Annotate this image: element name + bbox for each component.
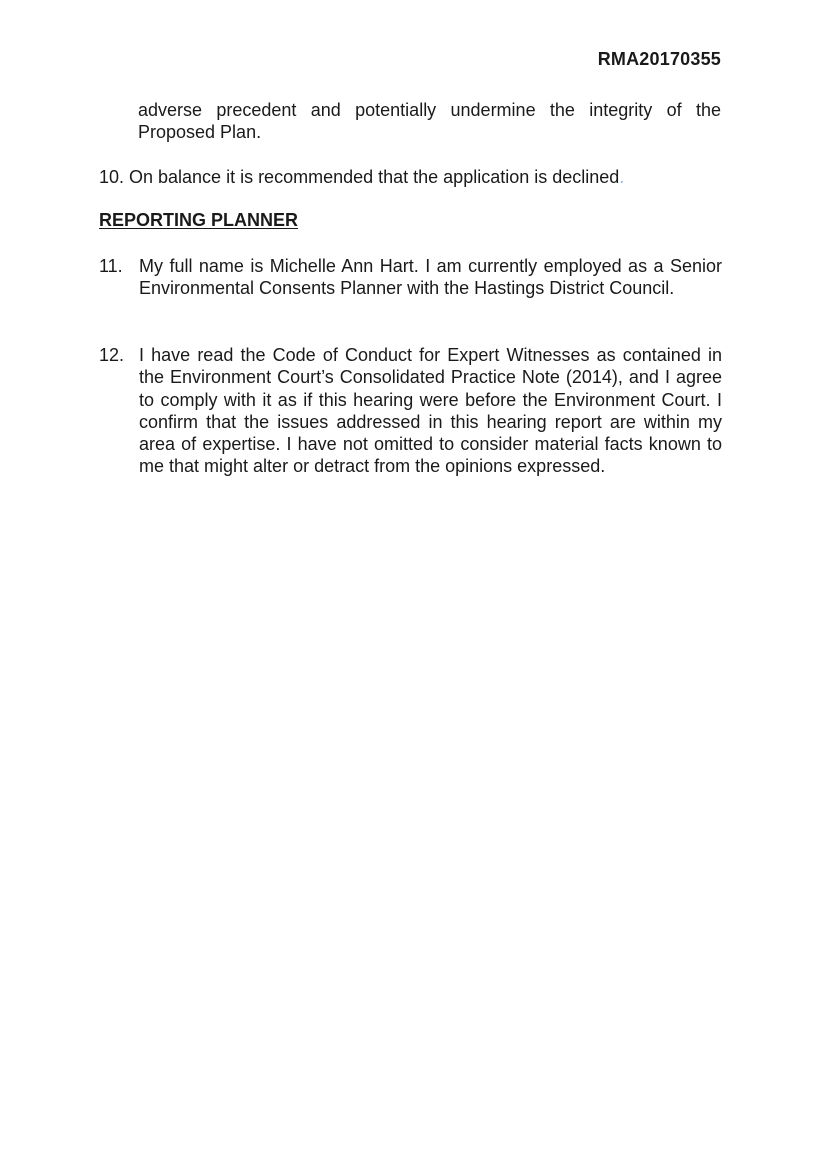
continued-paragraph: adverse precedent and potentially undermine the integrity of the Proposed Plan.: [138, 100, 721, 143]
paragraph-text: I have read the Code of Conduct for Expert Witnesses as contained in the Environment Court’s Consolidated Practice Note (2014), and I agree to comply with it as if this hearing were before the Environment Court. I confirm that the issues addressed in this hearing report are within my area of expertise. I have not omitted to consider material facts known to me that might alter or detract from the opinions expressed.: [139, 345, 722, 477]
section-heading: REPORTING PLANNER: [99, 210, 299, 230]
paragraph-text: [129, 166, 721, 188]
paragraph-number: 10.: [99, 167, 125, 187]
paragraph-text: My full name is Michelle Ann Hart. I am currently employed as a Senior Environmental Consents Planner with the Hastings District Council.: [139, 256, 722, 299]
paragraph-10-period: .: [619, 167, 625, 187]
paragraph-number: 11.: [99, 256, 123, 276]
paragraph-number: 12.: [99, 345, 125, 365]
paragraph-10-text: On balance it is recommended that the application is declined: [129, 167, 620, 187]
document-reference: RMA20170355: [597, 49, 721, 69]
